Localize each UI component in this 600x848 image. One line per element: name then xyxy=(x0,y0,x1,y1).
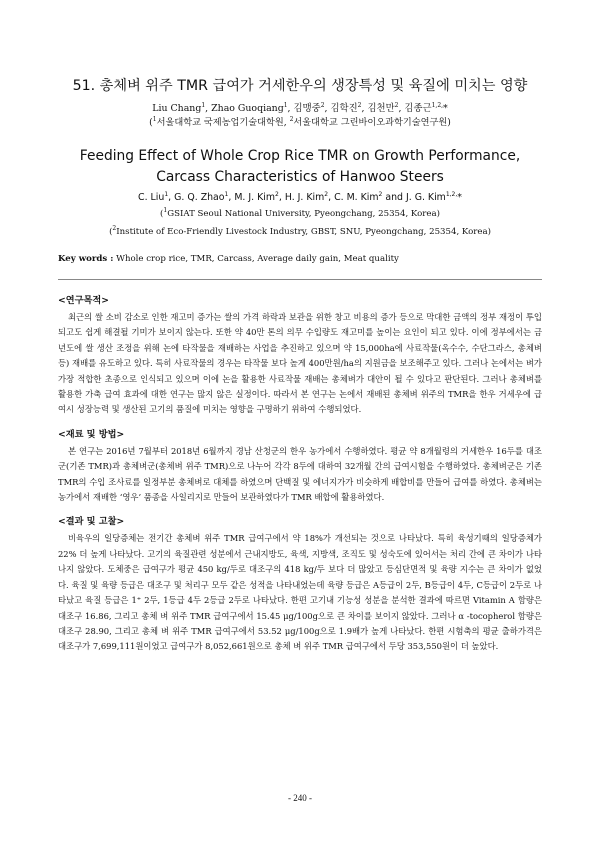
paren: ) xyxy=(447,117,451,128)
keywords xyxy=(58,253,542,266)
affil-mark: 1 xyxy=(163,207,168,215)
author: Zhao Guoqiang xyxy=(211,103,284,114)
paren: ( xyxy=(149,117,153,128)
author-affil-mark: 2 xyxy=(324,190,329,198)
author: 김맹중 xyxy=(293,103,321,114)
author-affil-mark: 2 xyxy=(320,101,325,109)
author-affil-mark: 1,2, xyxy=(431,101,444,109)
author: J. G. Kim xyxy=(405,192,446,203)
paren: ( xyxy=(109,227,113,237)
author: 김학진 xyxy=(330,103,358,114)
english-author-line: C. Liu$^1$, G. Q. Zhao$^1$, M. J. Kim$^2$, H. J. Kim$^2$, C. M. Kim$^2$ and J. G. Kim$^{1,2,}$* xyxy=(138,190,462,203)
affil-mark: 1 xyxy=(152,115,157,123)
section-heading: <재료 및 방법> xyxy=(58,428,125,440)
korean-title: 51. 총체벼 위주 TMR 급여가 거세한우의 생장특성 및 육질에 미치는 영향 xyxy=(72,78,528,94)
section-heading: <결과 및 고찰> xyxy=(58,516,125,528)
divider xyxy=(58,279,542,280)
affiliation-line-2 xyxy=(58,223,542,241)
section-body: 비육우의 일당증체는 전기간 총체벼 위주 TMR 급여구에서 약 18%가 개선되는 것으로 나타났다. 특히 육성기때의 일당증체가 22% 더 높게 나타났다. 고기의 육질관련 성분에서 근내지방도, 육색, 지방색, 조직도 및 성숙도에 있어서는 처리 간에 큰 차이가 나타나지 않았다. 도체중은 급여구가 평균 450 kg/두로 대조구의 418 kg/두 보다 더 많았고 등심단면적 및 육량 지수는 큰 차이가 없었다. 육질 및 육량 등급은 대조구 및 처리구 모두 같은 성적을 나타내었는데 육량 등급은 A등급이 2두, B등급이 4두, C등급이 2두로 나타났고 육질 등급은 1⁺ 2두, 1등급 4두 2등급 2두로 나타났다. 한편 고기내 기능성 성분을 분석한 결과에 따르면 Vitamin A 함량은 대조구 16.86, 그리고 총체 벼 위주 TMR 급여구에서 15.45 μg/100g으로 큰 차이를 보이지 않았다. 그러나 α -tocopherol 함량은 대조구 28.90, 그리고 총체 벼 위주 TMR 급여구에서 53.52 μg/100g으로 1.9배가 높게 나타났다. 한편 시험축의 평균 출하가격은 대조구가 7,699,111원이었고 급여구가 8,052,661원으로 총체 벼 위주 TMR 급여구에서 두당 353,550원이 더 높았다. xyxy=(58,533,542,652)
author-affil-mark: 2 xyxy=(275,190,279,198)
corresponding-mark: * xyxy=(457,192,462,203)
section-body: 본 연구는 2016년 7월부터 2018년 6월까지 경남 산청군의 한우 농가에서 수행하였다. 평균 약 8개월령의 거세한우 16두를 대조군(기존 TMR)과 총체벼군(총체벼 위주 TMR)으로 나누어 각각 8두에 대하여 32개월 간의 급여시험을 수행하였다. 총체벼군은 기존 TMR의 수입 조사료를 일정부분 총체벼로 대체를 하였으며 단백질 및 에너지가가 비슷하게 배합비를 만들어 급여를 하였다. 총체벼는 농가에서 재배한 ‘영우’ 품종을 사일리지로 만들어 보관하였다가 TMR 배합에 활용하였다. xyxy=(58,445,542,503)
affiliation-line-1 xyxy=(58,205,542,223)
author-affil-mark: 1 xyxy=(201,101,206,109)
affiliation-text: Institute of Eco-Friendly Livestock Industry, GBST, SNU, Pyeongchang, 25354, Korea) xyxy=(116,227,491,237)
author: G. Q. Zhao xyxy=(174,192,225,203)
corresponding-mark: * xyxy=(443,103,448,114)
affiliation-2: 서울대학교 그린바이오과학기술연구원 xyxy=(293,117,448,128)
section-heading: <연구목적> xyxy=(58,295,109,306)
author-affil-mark: 2 xyxy=(357,101,362,109)
author-affil-mark: 1 xyxy=(283,101,288,109)
author-affil-mark: 2 xyxy=(394,101,399,109)
section-body: 최근의 쌀 소비 감소로 인한 재고미 증가는 쌀의 가격 하락과 보관을 위한 창고 비용의 증가 등으로 막대한 금액의 정부 재정이 투입되고도 쉽게 해결될 기미가 보이지 않는다. 또한 약 40만 톤의 의무 수입량도 재고미를 높이는 요인이 되고 있다. 이에 정부에서는 금년도에 쌀 생산 조정을 위해 논에 타작물을 재배하는 사업을 추진하고 있으며 약 15,000ha에 사료작물(옥수수, 수단그라스, 총체벼 등) 재배를 유도하고 있다. 특히 사료작물의 경우는 타작물 보다 높게 400만원/ha의 지원금을 보조해주고 있다. 그러나 논에서는 벼가 가장 적합한 초종으로 인식되고 있으며 이에 논을 활용한 사료작물 재배는 총체벼가 대안이 될 수 있다고 판단된다. 그러나 총체벼를 활용한 가축 급여 효과에 대한 연구는 많지 않은 실정이다. 따라서 본 연구는 논에서 재배된 총체벼 위주의 TMR을 한우 거세우에 급여시 성장능력 및 생산된 고기의 품질에 미치는 영향을 구명하기 위하여 수행되었다. xyxy=(58,312,542,415)
paren: ( xyxy=(160,209,164,219)
keywords-text: Whole crop rice, TMR, Carcass, Average daily gain, Meat quality xyxy=(116,254,399,264)
english-title: Feeding Effect of Whole Crop Rice TMR on Growth Performance, Carcass Characteristics of Hanwoo Steers xyxy=(79,148,521,185)
korean-author-line: Liu Chang$^1$, Zhao Guoqiang$^1$, 김맹중$^2$, 김학진$^2$, 김천만$^2$, 김종근$^{1,2,}$* xyxy=(152,101,448,114)
page-number: - 240 - xyxy=(288,793,312,803)
affil-mark: 2 xyxy=(289,115,294,123)
affil-mark: 2 xyxy=(112,225,117,233)
section-purpose xyxy=(58,294,542,418)
author: C. M. Kim xyxy=(334,192,379,203)
author: 김종근 xyxy=(404,103,432,114)
author: 김천만 xyxy=(367,103,395,114)
author: C. Liu xyxy=(138,192,165,203)
english-affiliations xyxy=(58,205,542,241)
author-affil-mark: 1,2, xyxy=(445,190,458,198)
author-affil-mark: 1 xyxy=(224,190,229,198)
keywords-label: Key words : xyxy=(58,254,114,264)
affiliation-1: 서울대학교 국제농업기술대학원, xyxy=(156,117,290,128)
author: H. J. Kim xyxy=(284,192,325,203)
author: M. J. Kim xyxy=(234,192,276,203)
section-results xyxy=(58,515,542,654)
and-word: and xyxy=(385,192,403,203)
author-affil-mark: 1 xyxy=(164,190,169,198)
section-methods xyxy=(58,428,542,506)
affiliation-text: GSIAT Seoul National University, Pyeongchang, 25354, Korea) xyxy=(167,209,440,219)
author-affil-mark: 2 xyxy=(378,190,383,198)
author: Liu Chang xyxy=(152,103,202,114)
korean-affiliation xyxy=(58,116,542,130)
